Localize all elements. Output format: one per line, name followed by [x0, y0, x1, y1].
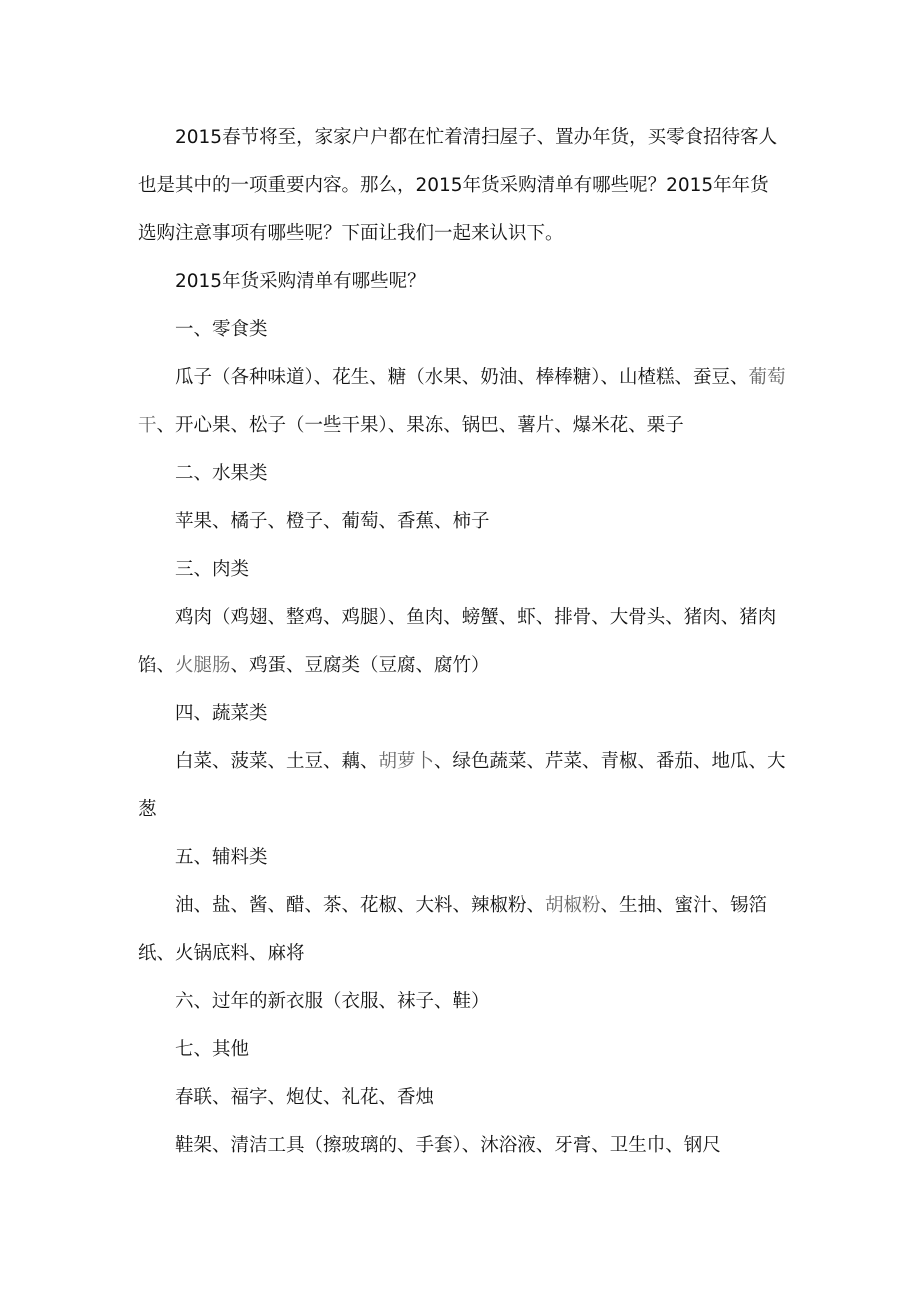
section-heading-snacks: 一、零食类 [175, 319, 268, 340]
section-items-meat [138, 594, 786, 690]
section-items-condiments [138, 882, 786, 978]
items-text: 白菜、菠菜、土豆、藕、 [175, 751, 379, 772]
section-items-fruits: 苹果、橘子、橙子、葡萄、香蕉、柿子 [175, 511, 490, 532]
section-items-other-line2: 鞋架、清洁工具（擦玻璃的、手套）、沐浴液、牙膏、卫生巾、钢尺 [175, 1135, 721, 1156]
pepper-powder-link[interactable]: 胡椒粉 [545, 895, 601, 916]
list-title: 2015年货采购清单有哪些呢？ [175, 271, 426, 292]
items-text: 、生抽、蜜汁、锡箔纸、火锅底料、麻将 [138, 895, 768, 964]
section-heading-vegetables: 四、蔬菜类 [175, 703, 268, 724]
intro-paragraph: 2015春节将至，家家户户都在忙着清扫屋子、置办年货，买零食招待客人也是其中的一项重要内容。那么，2015年货采购清单有哪些呢？2015年年货选购注意事项有哪些呢？下面让我们一起来认识下。 [138, 127, 778, 244]
section-heading-fruits: 二、水果类 [175, 463, 268, 484]
section-heading-meat: 三、肉类 [175, 559, 250, 580]
section-items-other-line1: 春联、福字、炮仗、礼花、香烛 [175, 1087, 435, 1108]
items-text: 瓜子（各种味道）、花生、糖（水果、奶油、棒棒糖）、山楂糕、蚕豆、 [175, 367, 749, 388]
section-items-snacks [138, 354, 786, 450]
items-text: 、绿色蔬菜、芹菜、青椒、番茄、地瓜、大葱 [138, 751, 786, 820]
section-heading-other: 七、其他 [175, 1039, 250, 1060]
items-text: 、鸡蛋、豆腐类（豆腐、腐竹） [230, 655, 490, 676]
section-heading-condiments: 五、辅料类 [175, 847, 268, 868]
items-text: 鸡肉（鸡翅、整鸡、鸡腿）、鱼肉、螃蟹、虾、排骨、大骨头、猪肉、猪肉馅、 [138, 607, 777, 676]
section-heading-clothes: 六、过年的新衣服（衣服、袜子、鞋） [175, 991, 490, 1012]
raisin-link[interactable]: 葡萄干 [138, 367, 786, 436]
items-text: 、开心果、松子（一些干果）、果冻、锅巴、薯片、爆米花、栗子 [156, 415, 684, 436]
ham-sausage-link[interactable]: 火腿肠 [175, 655, 231, 676]
items-text: 油、盐、酱、醋、茶、花椒、大料、辣椒粉、 [175, 895, 546, 916]
carrot-link[interactable]: 胡萝卜 [378, 751, 435, 772]
section-items-vegetables [138, 738, 786, 834]
document-body [138, 114, 786, 1170]
